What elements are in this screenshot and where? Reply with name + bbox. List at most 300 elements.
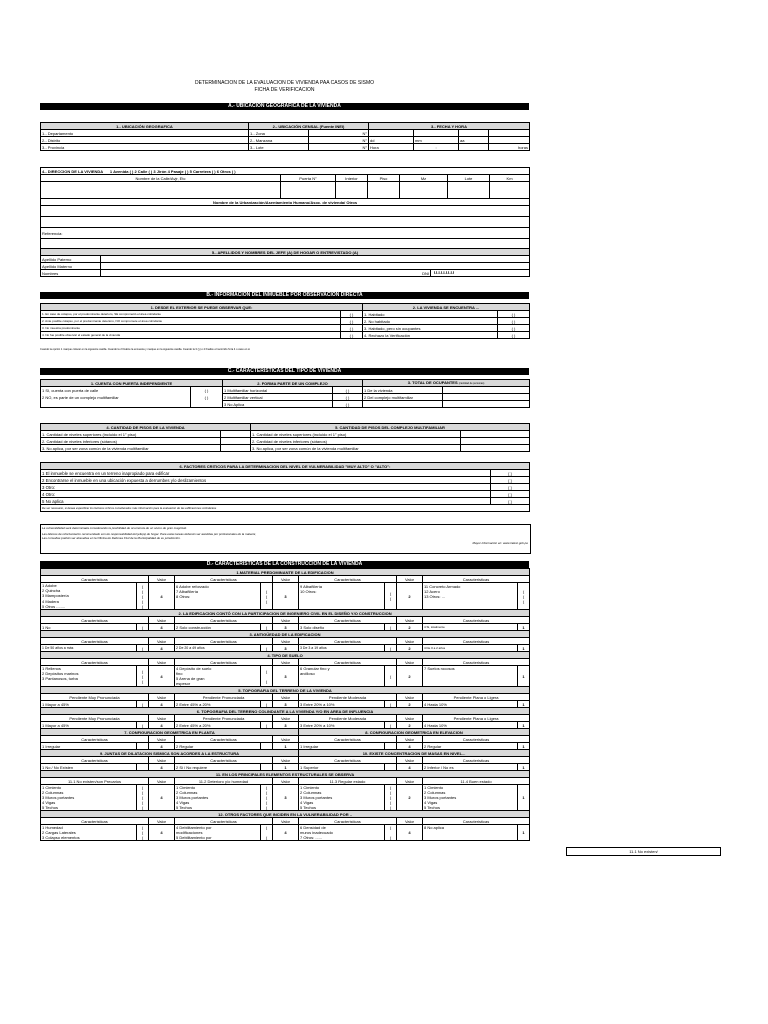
hora-label: Hora	[369, 144, 414, 151]
dir-col: Lote	[448, 175, 490, 182]
section-a-title: A.- UBICACIÓN GEOGRAFICA DE LA VIVIENDA	[40, 103, 529, 110]
d-item: 3 Muros portantes	[42, 795, 75, 801]
topo-head: Pendiente Plana o Ligera	[423, 694, 530, 701]
d-item: 4 Debilitamiento por	[176, 825, 212, 831]
censal-title: 2.- UBICACIÓN CENSAL (Fuente INEI)	[249, 123, 369, 130]
d12-c1	[41, 825, 137, 841]
value-4: 4	[149, 764, 175, 771]
n-label: N°	[309, 130, 369, 137]
d-item: 6 Adobe reforzado	[176, 583, 209, 589]
dir-col: Mz	[400, 175, 448, 182]
col-char: Caracteristicas	[175, 638, 273, 645]
d-item: 1 Cimiento	[176, 785, 196, 791]
d-item: 3 Pantanosos, turba	[42, 676, 78, 682]
col-char: Caracteristicas	[41, 736, 149, 743]
d-item: 8 Otros:	[176, 593, 191, 599]
d-item: 3 Colapso elementos	[42, 835, 80, 841]
checkbox[interactable]: ( )	[333, 387, 363, 394]
col-char: Caracteristicas	[175, 617, 273, 624]
value-1: 1	[518, 825, 530, 841]
checkbox-col[interactable]: ( ( ( ( (	[137, 785, 149, 811]
checkbox-col[interactable]: ( (	[261, 825, 273, 841]
col-val: Valor	[273, 638, 299, 645]
d12-c2	[175, 825, 261, 841]
dni-label: DNI	[101, 270, 431, 277]
d-item: 3 Entre 20% a 10%	[299, 722, 385, 729]
censal-row: 1.- Zona	[249, 130, 309, 137]
checkbox[interactable]: (	[261, 624, 273, 631]
checkbox[interactable]	[385, 743, 397, 750]
value-3: 3	[273, 645, 299, 652]
s11-extra-header: 11.1 No existen/	[566, 847, 721, 856]
checkbox[interactable]	[385, 764, 397, 771]
checkbox-col[interactable]: ( (	[385, 583, 397, 610]
value-4: 4	[397, 764, 423, 771]
value-4: 4	[149, 825, 175, 841]
col-char: Caracteristicas	[175, 757, 273, 764]
geo-row: 3.- Provincia	[41, 144, 249, 151]
disclaimer-line: Las consultas podrán ser absueltas en la Oficina de Defensa Civil de la Municipalidad de su jurisdicción.	[42, 536, 181, 540]
jefe-title: 5.- APELLIDOS Y NOMBRES DEL JEFE (A) DE HOGAR O ENTREVISTADO (A)	[41, 249, 530, 256]
value-3: 3	[273, 722, 299, 729]
puerta-input[interactable]	[281, 182, 336, 199]
col-char: Caracteristicas	[41, 617, 149, 624]
pisos-row: 2. Cantidad de niveles inferiores (sótanos)	[251, 438, 461, 445]
d-item: 1 Irregular	[41, 743, 137, 750]
d-item: 8 No aplica	[424, 825, 445, 831]
c3-input[interactable]	[443, 394, 530, 401]
value-4: 4	[149, 785, 175, 811]
jefe-input[interactable]	[101, 263, 530, 270]
col-val: Valor	[149, 638, 175, 645]
d2-title: 2. LA EDIFICACION CONTÓ CON LA PARTICIPACION DE INGENIERO CIVIL EN EL DISEÑO Y/O CONSTRUCCION	[41, 610, 530, 617]
value-1: 1	[518, 743, 530, 750]
d4-c1	[41, 666, 137, 687]
value-4: 4	[149, 583, 175, 610]
dd-label: dd	[369, 137, 414, 144]
value-1: 1	[518, 764, 530, 771]
value-1: 1	[518, 785, 530, 811]
value-4: 4	[149, 722, 175, 729]
pisos-input[interactable]	[221, 445, 251, 452]
d-item: 3 Mampostería	[42, 593, 69, 599]
value-1: 1	[518, 645, 530, 652]
colon: :	[414, 144, 459, 151]
d-item: 4 De 0 a 2 años	[423, 645, 518, 652]
disclaimer-line: Las labores de reforzamiento recomendado son de responsabilidad del jefe(a) de hogar. Para estas tareas deberán ser asistidas por profesionales de la materia;	[42, 531, 256, 536]
checkbox-col[interactable]: (	[385, 666, 397, 687]
blank-row[interactable]	[41, 217, 530, 228]
col-char: Caracteristicas	[299, 757, 397, 764]
checkbox[interactable]: ( )	[498, 325, 530, 332]
checkbox-col[interactable]: ( ( ( ( (	[261, 785, 273, 811]
checkbox[interactable]: (	[385, 645, 397, 652]
value-3: 3	[273, 666, 299, 687]
section-d-title: D.- CARACTERISTICAS DE LA CONSTRUCCION DE LA VIVIENDA	[40, 561, 529, 568]
c4-title: 4. CANTIDAD DE PISOS DE LA VIVIENDA	[41, 424, 251, 431]
date-cell[interactable]	[369, 130, 414, 137]
col-val: Valor	[149, 778, 175, 785]
more-info: Mayor información en: www.indeci.gob.pe	[472, 540, 528, 545]
d-item: 2 Regular	[423, 743, 518, 750]
value-2: 2	[397, 583, 423, 610]
checkbox[interactable]: ( )	[191, 394, 223, 401]
d3-title: 3. ANTIGÜEDAD DE LA EDIFICACION	[41, 631, 530, 638]
value-2: 2	[397, 624, 423, 631]
pisos-row: 1. Cantidad de niveles superiores (incluido el 1° piso)	[41, 431, 221, 438]
col-val: Valor	[397, 757, 423, 764]
d-item: 1 Cimiento	[424, 785, 444, 791]
section-c-title: C.- CARACTERISTICAS DEL TIPO DE VIVIENDA	[40, 368, 529, 375]
c6-note: De ser necesario, si desea especificar los factores críticos considerados más información para la evaluación de las edificaciones colindantes	[41, 505, 530, 512]
b1-row: 4. No fue posible observar el estado general de la vivienda	[41, 332, 341, 339]
col-val: Valor	[397, 617, 423, 624]
checkbox[interactable]: [ ]	[491, 484, 530, 491]
d-item: muros inadecuado	[300, 830, 333, 836]
d-item: 2 Entre 45% a 20%	[175, 701, 261, 708]
checkbox[interactable]: [ ]	[491, 498, 530, 505]
col-val: Valor	[397, 778, 423, 785]
checkbox-col[interactable]: ( (	[385, 825, 397, 841]
checkbox[interactable]: [ ]	[491, 491, 530, 498]
d-item: 3 Muros portantes	[300, 795, 333, 801]
value-2: 2	[397, 666, 423, 687]
topo-head: Pendiente Moderada	[299, 694, 397, 701]
col-val: Valor	[149, 659, 175, 666]
value-4: 4	[149, 645, 175, 652]
d6-title: 6. TOPOGRAFIA DEL TERRENO COLINDANTE A LA VIVIENDA Y/O EN AREA DE INFLUENCIA	[41, 708, 530, 715]
urbanizacion-label: Nombre de la Urbanización/Asentamiento Humano/Asoc. de vivienda/ Otros	[41, 199, 530, 206]
d-item: 9 Albañilería	[300, 583, 323, 589]
value-1: 1	[518, 722, 530, 729]
col-char: Caracteristicas	[175, 818, 273, 825]
d-item: 2 Columnas	[424, 790, 446, 796]
d-item: 7 Albañilería	[176, 588, 199, 594]
col-char: Caracteristicas	[299, 736, 397, 743]
d-item: 4 Depósito de suelo	[176, 666, 212, 672]
dir-col: Interior	[336, 175, 368, 182]
col-char: Caracteristicas	[41, 638, 149, 645]
dir-col: Km	[490, 175, 530, 182]
jefe-input[interactable]	[101, 256, 530, 263]
checkbox[interactable]: ( )	[498, 311, 530, 318]
c6-row: 2 Encontrarse el inmueble en una ubicación expuesta a derrumbes y/o deslizamientos	[41, 477, 491, 484]
value-2: 2	[397, 785, 423, 811]
c6-row: 1 El inmueble se encuentra en un terreno inapropiado para edificar	[41, 470, 491, 477]
d-item: 2 Cargas Laterales	[42, 830, 76, 836]
blank-cell	[363, 401, 443, 408]
topo-head: Pendiente Pronunciada	[175, 715, 273, 722]
col-val: Valor	[273, 715, 299, 722]
document-title: DETERMINACION DE LA EVALUACION DE VIVIENDA PAA CASOS DE SISMO	[194, 80, 375, 86]
b2-row: 1. Habitado	[363, 311, 498, 318]
date-cell[interactable]	[489, 137, 530, 144]
horas-label: horas	[489, 144, 530, 151]
c3-sub: (cantidad de personas)	[458, 382, 485, 385]
checkbox-col[interactable]: ( ( (	[137, 666, 149, 687]
address-input[interactable]	[41, 182, 281, 199]
geo-row: 2.- Distrito	[41, 137, 249, 144]
checkbox[interactable]: ( )	[191, 387, 223, 394]
topo-head: Pendiente Plana o Ligera	[423, 715, 530, 722]
checkbox-col[interactable]: ( ( (	[137, 825, 149, 841]
d-item: 13 Otros: ...	[424, 593, 445, 599]
checkbox[interactable]: ( )	[341, 325, 363, 332]
d12-c3	[299, 825, 385, 841]
col-char: Caracteristicas	[423, 617, 530, 624]
checkbox[interactable]	[137, 743, 149, 750]
value-1: 1	[518, 701, 530, 708]
c6-row: 3 Otro:	[41, 484, 491, 491]
d-item: 2 Inferior / No es	[423, 764, 518, 771]
checkbox-col[interactable]: ( ( ( ( (	[137, 583, 149, 610]
d-item: 2 De 20 a 49 años	[175, 645, 261, 652]
col-val: Valor	[397, 576, 423, 583]
c5-title: 5. CANTIDAD DE PISOS DEL COMPLEJO MULTIFAMILIAR	[251, 424, 530, 431]
date-cell[interactable]	[414, 130, 459, 137]
c3-header	[363, 380, 530, 387]
d11-c2	[175, 785, 261, 811]
checkbox[interactable]: (	[137, 645, 149, 652]
col-val: Valor	[273, 694, 299, 701]
col-val: Valor	[273, 659, 299, 666]
col-val: Valor	[149, 736, 175, 743]
c1-title: 1. CUENTA CON PUERTA INDEPENDIENTE	[41, 380, 223, 387]
value-3: 3	[273, 583, 299, 610]
col-char: Caracteristicas	[175, 576, 273, 583]
d-item: 1 Cimiento	[300, 785, 320, 791]
d-item: 1 Superior	[299, 764, 385, 771]
d-item: 5 Otros ........	[42, 603, 66, 609]
pisos-input[interactable]	[221, 431, 251, 438]
mz-input[interactable]	[400, 182, 448, 199]
checkbox[interactable]: (	[261, 722, 273, 729]
checkbox[interactable]: (	[385, 701, 397, 708]
d11-c1	[41, 785, 137, 811]
disclaimer-line: La vulnerabilidad será determinada considerando la posibilidad de ocurrencia de un sismo de gran magnitud.	[42, 526, 187, 530]
d-item: 5 Techos	[176, 805, 192, 811]
checkbox[interactable]: [ ]	[491, 470, 530, 477]
checkbox[interactable]: ( )	[341, 332, 363, 339]
s11-head: 11.4 Buen estado	[423, 778, 530, 785]
b2-row: 4. Rechazo la Verificación	[363, 332, 498, 339]
d-item: 3 Entre 20% a 10%	[299, 701, 385, 708]
col-val: Valor	[149, 715, 175, 722]
col-char: Caracteristicas	[175, 659, 273, 666]
d-item: 5 Techos	[424, 805, 440, 811]
fecha-title: 3.- FECHA Y HORA	[369, 123, 530, 130]
value-1: 1	[518, 666, 530, 687]
col-char: Caracteristicas	[423, 638, 530, 645]
disclaimer-box	[40, 524, 531, 554]
checkbox[interactable]: ( )	[498, 332, 530, 339]
d5-title: 5. TOPOGRAFIA DEL TERRENO DE LA VIVIENDA	[41, 687, 530, 694]
d-item: 4 Vigas	[424, 800, 438, 806]
checkbox[interactable]	[261, 764, 273, 771]
n-label: N°	[309, 137, 369, 144]
checkbox-col[interactable]: ( ( (	[261, 583, 273, 610]
b-note: Cuando la opción 1 marque colocar en la siguiente casilla. Cuando la 2 finalice la encuesta y marque en la siguiente casilla. Cuando la 3 (y) o 4 finalice el recorrido Si la 4 o caso en si	[40, 348, 250, 351]
d11-c3	[299, 785, 385, 811]
blank-cell	[443, 401, 530, 408]
checkbox[interactable]: (	[385, 624, 397, 631]
d4-c3	[299, 666, 385, 687]
c3-row: 1 De la vivienda	[363, 387, 443, 394]
checkbox[interactable]: (	[137, 722, 149, 729]
pisos-row: 2. Cantidad de niveles inferiores (sótanos)	[41, 438, 221, 445]
d8-title: 8. CONFIGURACION GEOMETRICA EN ELEVACION	[299, 729, 530, 736]
document-subtitle: FICHA DE VERIFICACION	[254, 87, 315, 93]
d-item: 2 Columnas	[176, 790, 198, 796]
c3-input[interactable]	[443, 387, 530, 394]
checkbox[interactable]: (	[385, 722, 397, 729]
col-char: Caracteristicas	[423, 818, 530, 825]
s11-head: 11.2 Deterioro y/o humedad	[175, 778, 273, 785]
d-item: 4 Vigas	[300, 800, 314, 806]
d-item: 10 Otros:	[300, 588, 317, 594]
d9-title: 9. JUNTAS DE DILATACION SISMICA SON ACORDES A LA ESTRUCTURA	[41, 750, 299, 757]
checkbox[interactable]: [ ]	[491, 477, 530, 484]
km-input[interactable]	[490, 182, 530, 199]
jefe-row: Nombres	[41, 270, 101, 277]
interior-input[interactable]	[336, 182, 368, 199]
d-item: 3 Muros portantes	[176, 795, 209, 801]
checkbox[interactable]: ( )	[498, 318, 530, 325]
col-val: Valor	[149, 757, 175, 764]
direccion-options[interactable]: 1 Avenida ( ) 2 Calle ( ) 3 Jirón 4 Pasaje ( ) 5 Carretera ( ) 6 Otros ( )	[109, 168, 236, 174]
col-char: Caracteristicas	[423, 576, 530, 583]
d-item: 6 Densidad de	[300, 825, 326, 831]
d-item: 1 No / No Existen	[41, 764, 137, 771]
blank-cell	[41, 401, 191, 408]
checkbox[interactable]: (	[137, 701, 149, 708]
dir-col: Nombre de la Calle/Avjr, Etc	[41, 175, 281, 182]
time-cell[interactable]	[459, 144, 489, 151]
b2-title: 2. LA VIVIENDA SE ENCUENTRA ...	[363, 304, 530, 311]
col-val: Valor	[273, 818, 299, 825]
col-val: Valor	[273, 736, 299, 743]
d-item: 4 Hasta 10%	[423, 701, 518, 708]
col-char: Caracteristicas	[41, 659, 149, 666]
checkbox[interactable]: ( )	[341, 311, 363, 318]
col-val: Valor	[273, 576, 299, 583]
col-char: Caracteristicas	[41, 818, 149, 825]
date-cell[interactable]	[489, 130, 530, 137]
d-item: 1 No	[41, 624, 137, 631]
d-item: 1 Mayor a 45%	[41, 722, 137, 729]
d4-c4	[423, 666, 518, 687]
d-item: 1 Irregular	[299, 743, 385, 750]
checkbox[interactable]: ( )	[333, 394, 363, 401]
d11-c4	[423, 785, 518, 811]
pisos-input[interactable]	[461, 431, 530, 438]
piso-input[interactable]	[368, 182, 400, 199]
c6-row: 4 Otro:	[41, 491, 491, 498]
d-item: 12 Acero	[424, 588, 440, 594]
n-label: N°	[309, 144, 369, 151]
b1-title: 1. DESDE EL EXTERIOR SE PUEDE OBSERVAR QUE:	[41, 304, 363, 311]
direccion-row	[41, 168, 530, 175]
value-1: 1	[273, 743, 299, 750]
d-item: 4 Vigas	[42, 800, 56, 806]
col-val: Valor	[397, 818, 423, 825]
checkbox[interactable]	[261, 743, 273, 750]
value-1: 1	[273, 764, 299, 771]
checkbox-col[interactable]: ( ( ( ( (	[385, 785, 397, 811]
checkbox[interactable]: (	[261, 645, 273, 652]
lote-input[interactable]	[448, 182, 490, 199]
checkbox-col[interactable]: ( (	[261, 666, 273, 687]
dni-input[interactable]: ┖┸┸┸┸┸┸┸┚	[431, 270, 530, 277]
checkbox-col[interactable]: ( ( (	[518, 583, 530, 610]
urbanizacion-input[interactable]	[41, 206, 530, 217]
d-item: 4 Vigas	[176, 800, 190, 806]
value-2: 2	[397, 722, 423, 729]
c2-row: 2 Multifamiliar vertical	[223, 394, 333, 401]
dir-col: Piso	[368, 175, 400, 182]
col-char: Caracteristicas	[423, 736, 530, 743]
col-char: Caracteristicas	[41, 576, 149, 583]
col-val: Valor	[273, 617, 299, 624]
checkbox[interactable]: (	[261, 701, 273, 708]
checkbox[interactable]: ( )	[341, 318, 363, 325]
col-char: Caracteristicas	[299, 638, 397, 645]
date-cell[interactable]	[459, 130, 489, 137]
mm-label: mm	[414, 137, 459, 144]
referencia-field[interactable]: Referencia:	[41, 228, 530, 239]
value-3: 3	[273, 701, 299, 708]
topo-head: Pendiente Muy Pronunciada	[41, 694, 149, 701]
d1-c3	[299, 583, 385, 610]
d-item: 2 Solo construcción	[175, 624, 261, 631]
pisos-input[interactable]	[221, 438, 251, 445]
value-2: 2	[397, 701, 423, 708]
checkbox[interactable]: (	[137, 624, 149, 631]
d1-c4	[423, 583, 518, 610]
checkbox[interactable]	[137, 764, 149, 771]
value-4: 4	[397, 743, 423, 750]
col-char: Caracteristicas	[41, 757, 149, 764]
checkbox[interactable]: ( )	[333, 401, 363, 408]
value-1: 1	[518, 624, 530, 631]
d-item: 2 Depósitos marinos	[42, 671, 79, 677]
c2-title: 2. FORMA PARTE DE UN COMPLEJO	[223, 380, 363, 387]
topo-head: Pendiente Moderada	[299, 715, 397, 722]
d1-c2	[175, 583, 261, 610]
d-item: arcilloso	[300, 671, 315, 677]
col-char: Caracteristicas	[175, 736, 273, 743]
section-b-title: B.- INFORMACION DEL INMUEBLE POR OBSERVACION DIRECTA	[40, 292, 529, 299]
d-item: 6 Granular fino y	[300, 666, 330, 672]
value-4: 4	[273, 825, 299, 841]
value-2: 2	[397, 645, 423, 652]
pisos-input[interactable]	[461, 445, 530, 452]
blank-cell	[191, 401, 223, 408]
geo-title: 1.- UBICACIÓN GEOGRAFICA	[41, 123, 249, 130]
d1-c1	[41, 583, 137, 610]
col-char: Caracteristicas	[299, 576, 397, 583]
pisos-table	[40, 423, 530, 452]
c1-row: 2 NO, es parte de un complejo multifamiliar	[41, 394, 191, 401]
d-item: 5 Techos	[300, 805, 316, 811]
col-val: Valor	[397, 736, 423, 743]
censal-row: 2.- Manzana	[249, 137, 309, 144]
pisos-input[interactable]	[461, 438, 530, 445]
location-table	[40, 122, 530, 151]
value-4: 4	[149, 743, 175, 750]
d1-title: 1.MATERIAL PREDOMINANTE DE LA EDIFICACION	[41, 569, 530, 576]
aa-label: aa	[459, 137, 489, 144]
